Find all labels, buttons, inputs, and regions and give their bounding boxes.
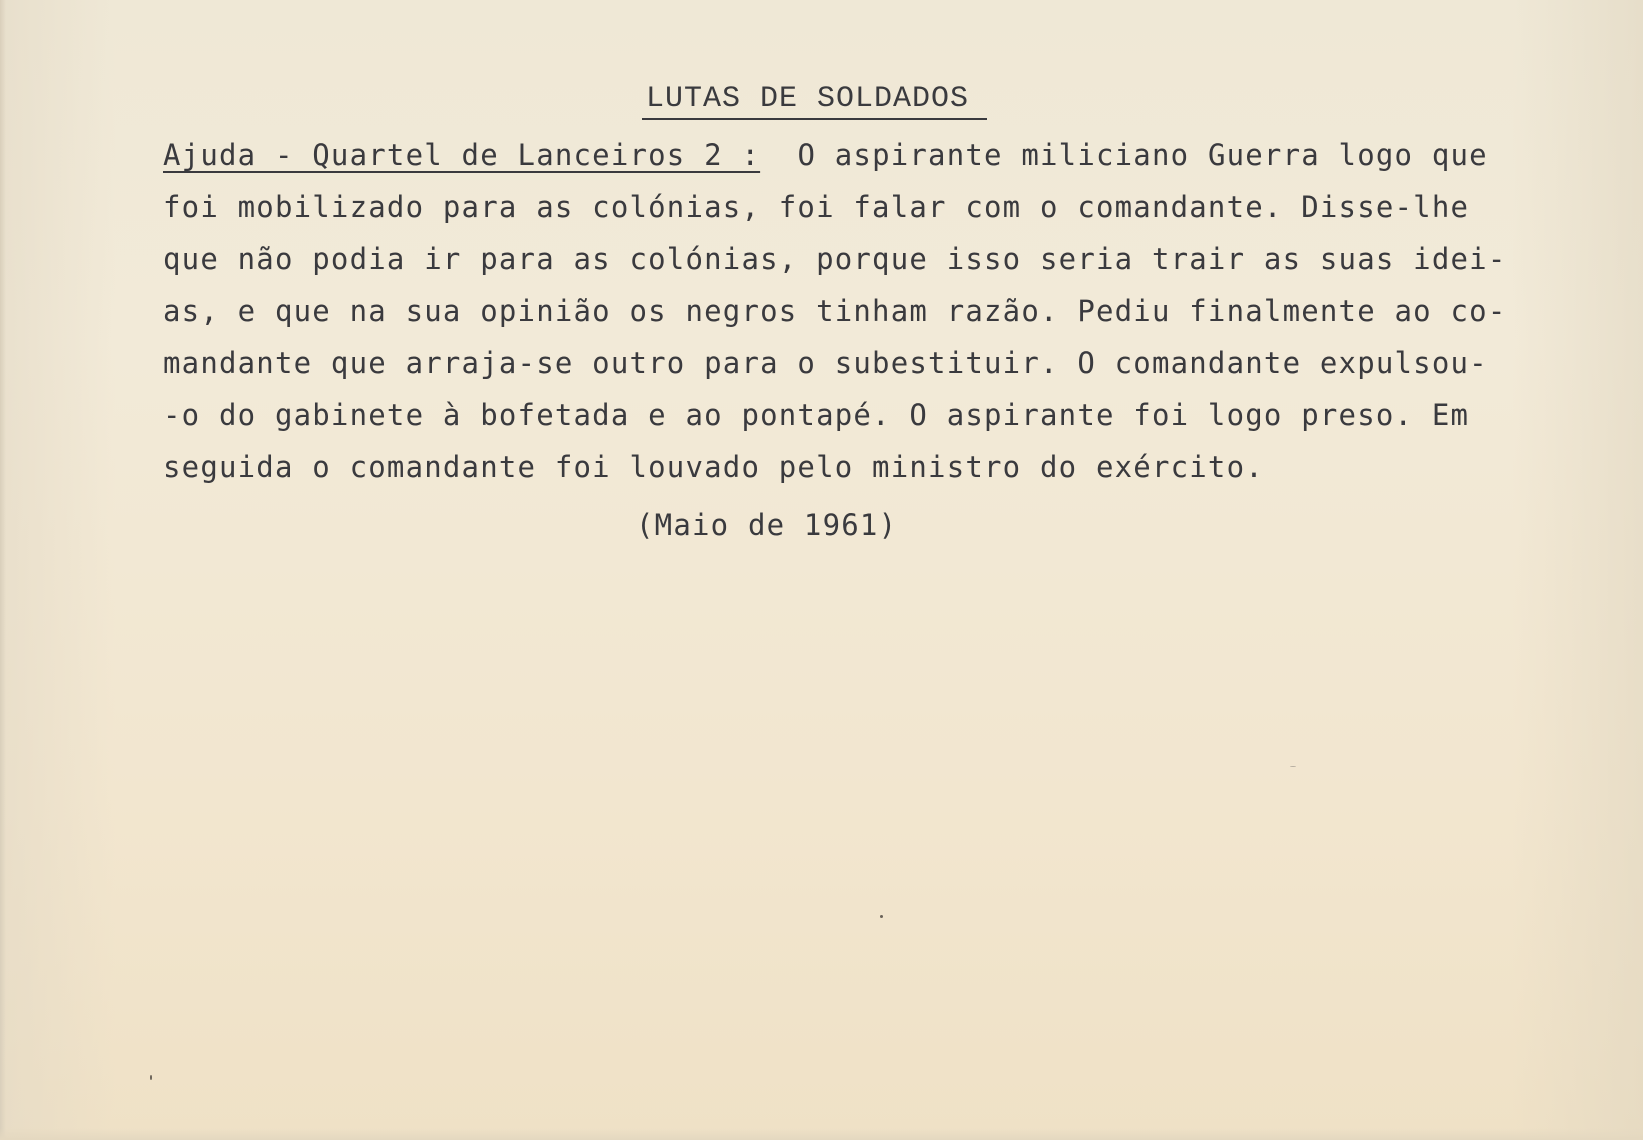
body-line-5: mandante que arraja-se outro para o subestituir. O comandante expulsou- — [163, 346, 1488, 380]
paper-bottom-edge — [0, 1128, 1643, 1140]
paper-speck — [1290, 766, 1296, 767]
document-date: (Maio de 1961) — [636, 508, 898, 542]
body-line-3: que não podia ir para as colónias, porque isso seria trair as suas idei- — [163, 242, 1507, 276]
paper-speck — [150, 1075, 152, 1080]
paper-speck — [880, 915, 883, 918]
document-title: LUTAS DE SOLDADOS — [642, 82, 987, 120]
body-line-6: -o do gabinete à bofetada e ao pontapé. O aspirante foi logo preso. Em — [163, 398, 1470, 432]
body-line-7: seguida o comandante foi louvado pelo ministro do exército. — [163, 450, 1264, 484]
body-line-1-text: O aspirante miliciano Guerra logo que — [797, 138, 1488, 172]
body-line-1 — [163, 138, 1488, 172]
body-line-4: as, e que na sua opinião os negros tinham razão. Pediu finalmente ao co- — [163, 294, 1507, 328]
section-heading: Ajuda - Quartel de Lanceiros 2 : — [163, 138, 761, 172]
body-line-2: foi mobilizado para as colónias, foi falar com o comandante. Disse-lhe — [163, 190, 1470, 224]
paper-left-edge — [0, 0, 6, 1140]
